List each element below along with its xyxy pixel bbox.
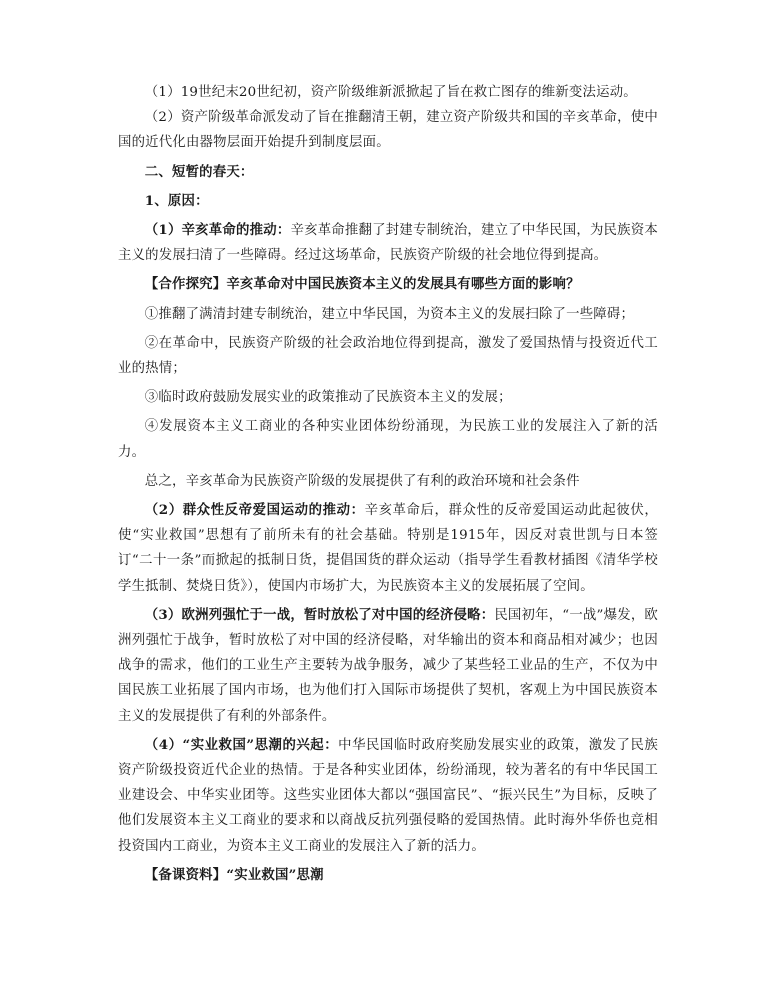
reference-material-heading: 【备课资料】“实业救国”思潮 [144,866,324,883]
cause-4-label: （4）“实业救国”思潮的兴起： [144,736,339,753]
cause-3-text: 民国初年，“一战”爆发，欧洲列强忙于战争，暂时放松了对中国的经济侵略，对华输出的资本和商品相对减少；也因战争的需求，他们的工业生产主要转为战争服务，减少了某些轻工业品的生产，不仅为中国民族工业拓展了国内市场，也为他们打入国际市场提供了契机，客观上为中国民族资本主义的发展提供了有利的外部条件。 [118,607,659,724]
cause-4-text: 中华民国临时政府奖励发展实业的政策，激发了民族资产阶级投资近代企业的热情。于是各种实业团体，纷纷涌现，较为著名的有中华民国工业建设会、中华实业团等。这些实业团体大都以“强国富民”、“振兴民生”为目标，反映了他们发展资本主义工商业的要求和以商战反抗列强侵略的爱国热情。此时海外华侨也竞相投资国内工商业，为资本主义工商业的发展注入了新的活力。 [118,737,658,854]
cause-2-label: （2）群众性反帝爱国运动的推动： [144,502,365,519]
inquiry-point-3: ③临时政府鼓励发展实业的政策推动了民族资本主义的发展； [144,390,512,406]
cooperative-inquiry-heading: 【合作探究】辛亥革命对中国民族资本主义的发展具有哪些方面的影响？ [144,276,580,293]
paragraph-xinhai-revolution: （2）资产阶级革命派发动了旨在推翻清王朝，建立资产阶级共和国的辛亥革命，使中国的近代化由器物层面开始提升到制度层面。 [118,110,658,151]
paragraph-cause-3 [118,603,658,729]
inquiry-point-1: ①推翻了满清封建专制统治，建立中华民国，为资本主义的发展扫除了一些障碍； [144,306,635,322]
paragraph-reform-movement: （1）19世纪末20世纪初，资产阶级维新派掀起了旨在救亡图存的维新变法运动。 [144,85,637,100]
paragraph-cause-4 [118,733,658,859]
summary-paragraph: 总之，辛亥革命为民族资产阶级的发展提供了有利的政治环境和社会条件 [144,473,580,489]
document-page [118,80,658,888]
subsection-heading-causes: 1、原因： [144,192,209,209]
paragraph-cause-1 [118,218,658,268]
cause-2-text: 辛亥革命后，群众性的反帝爱国运动此起彼伏，使“实业救国”思想有了前所未有的社会基础。特别是1915年，因反对袁世凯与日本签订“二十一条”而掀起的抵制日货，提倡国货的群众运动（指导学生看教材插图《清华学校学生抵制、焚烧日货》），使国内市场扩大，为民族资本主义的发展拓展了空间。 [118,503,658,594]
inquiry-point-2: ②在革命中，民族资产阶级的社会政治地位得到提高，激发了爱国热情与投资近代工业的热情； [118,335,658,377]
inquiry-point-4: ④发展资本主义工商业的各种实业团体纷纷涌现，为民族工业的发展注入了新的活力。 [118,419,658,460]
cause-3-label: （3）欧洲列强忙于一战，暂时放松了对中国的经济侵略： [144,606,495,623]
cause-1-label: （1）辛亥革命的推动： [144,222,291,239]
section-heading-spring: 二、短暂的春天： [144,163,254,180]
paragraph-cause-2 [118,498,658,599]
cause-1-text: 辛亥革命推翻了封建专制统治，建立了中华民国，为民族资本主义的发展扫清了一些障碍。经过这场革命，民族资产阶级的社会地位得到提高。 [118,223,658,264]
